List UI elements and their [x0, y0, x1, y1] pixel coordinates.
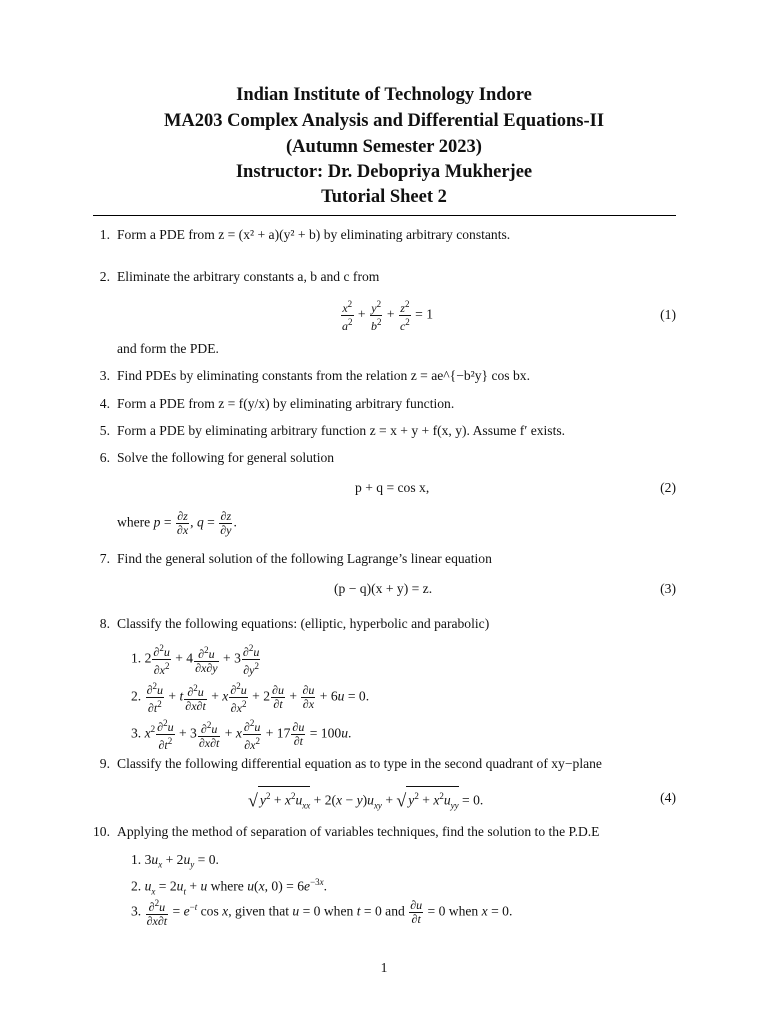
problem-7-text: Find the general solution of the following Lagrange’s linear equation — [117, 551, 492, 566]
institute-title: Indian Institute of Technology Indore — [236, 85, 532, 105]
equation-number-4: (4) — [660, 790, 676, 805]
problem-2-number: 2. — [99, 269, 110, 284]
problem-1-number: 1. — [99, 227, 110, 242]
problem-6-number: 6. — [99, 450, 110, 465]
problem-5-text: Form a PDE by eliminating arbitrary function z = x + y + f(x, y). Assume f′ exists. — [117, 423, 566, 438]
problem-7-equation: (p − q)(x + y) = z. — [334, 581, 433, 596]
problem-5-number: 5. — [99, 423, 110, 438]
problem-8-item-2: 2. $\frac{\partial^2u}{\partial t^2}$ + t $\frac{\partial^2u}{\partial x\partial t}$ + x $\frac{\partial^2u}{\partial x^2}$ + 2 $\frac{\partial u}{\partial t}$ + $\frac{\partial u}{\partial x}$ + 6u = 0. — [131, 681, 370, 715]
equation-number-2: (2) — [660, 480, 676, 495]
semester-label: (Autumn Semester 2023) — [286, 137, 482, 157]
problem-10-item-1: 1. $3u_x + 2u_y = 0$. — [131, 852, 219, 870]
problem-4-number: 4. — [99, 396, 110, 411]
page-number: 1 — [380, 960, 388, 975]
problem-8-item-3: 3. $x^2$ $\frac{\partial^2u}{\partial t^2}$ + 3 $\frac{\partial^2u}{\partial x\partial t}$ + x $\frac{\partial^2u}{\partial x^2}$ + 17 $\frac{\partial u}{\partial t}$ = 100u. — [131, 718, 352, 752]
problem-10-item-3: 3. $\frac{\partial^2u}{\partial x\partial t}$ = $e^{-t}$ cos x, given that u = 0 when t = 0 and $\frac{\partial u}{\partial t}$ = 0 when x = 0. — [131, 898, 513, 928]
problem-4-text: Form a PDE from z = f(y/x) by eliminating arbitrary function. — [117, 396, 455, 411]
problem-10-text: Applying the method of separation of variables techniques, find the solution to the P.D.E — [117, 824, 600, 839]
problem-7-number: 7. — [99, 551, 110, 566]
equation-number-1: (1) — [660, 307, 676, 322]
problem-6-where: where p = $\frac{\partial z}{\partial x}$ , q = $\frac{\partial z}{\partial y}$ . — [117, 509, 237, 537]
problem-2-text: Eliminate the arbitrary constants a, b and c from — [117, 269, 380, 284]
problem-10-item-2: 2. $u_x = 2u_t + u$ where u(x, $0) = 6e^{-3x}$. — [131, 877, 328, 897]
course-title: MA203 Complex Analysis and Differential Equations-II — [163, 111, 605, 131]
problem-3-text: Find PDEs by eliminating constants from the relation z = ae^{−b²y} cos bx. — [117, 368, 530, 383]
problem-8-item-1: 1. 2 $\frac{\partial^2u}{\partial x^2}$ + 4 $\frac{\partial^2u}{\partial x\partial y}$ + 3 $\frac{\partial^2u}{\partial y^2}$ — [131, 643, 260, 677]
problem-9-number: 9. — [99, 756, 110, 771]
problem-6-where-label: where — [117, 514, 151, 530]
problem-10-number: 10. — [93, 824, 110, 839]
problem-8-text: Classify the following equations: (elliptic, hyperbolic and parabolic) — [117, 616, 490, 631]
problem-9-text: Classify the following differential equation as to type in the second quadrant of xy−plane — [117, 756, 602, 771]
equation-number-3: (3) — [660, 581, 676, 596]
problem-6-equation: p + q = cos x, — [355, 480, 430, 495]
problem-2-equation: $\frac{x^2}{a^2}$ + $\frac{y^2}{b^2}$ + $\frac{z^2}{c^2}$ = 1 — [342, 299, 434, 333]
problem-8-number: 8. — [99, 616, 110, 631]
sheet-title: Tutorial Sheet 2 — [321, 187, 447, 207]
header-divider — [93, 215, 676, 216]
problem-2-after: and form the PDE. — [117, 341, 219, 356]
problem-9-equation: √ $y^2 + x^2u_{xx} + 2(x - y)u_{xy}$ + √ $y^2 + x^2u_{yy} = 0$. — [248, 786, 483, 814]
problem-3-number: 3. — [99, 368, 110, 383]
instructor-label: Instructor: Dr. Debopriya Mukherjee — [235, 162, 533, 182]
problem-1-text: Form a PDE from z = (x² + a)(y² + b) by eliminating arbitrary constants. — [117, 227, 511, 242]
problem-6-text: Solve the following for general solution — [117, 450, 335, 465]
